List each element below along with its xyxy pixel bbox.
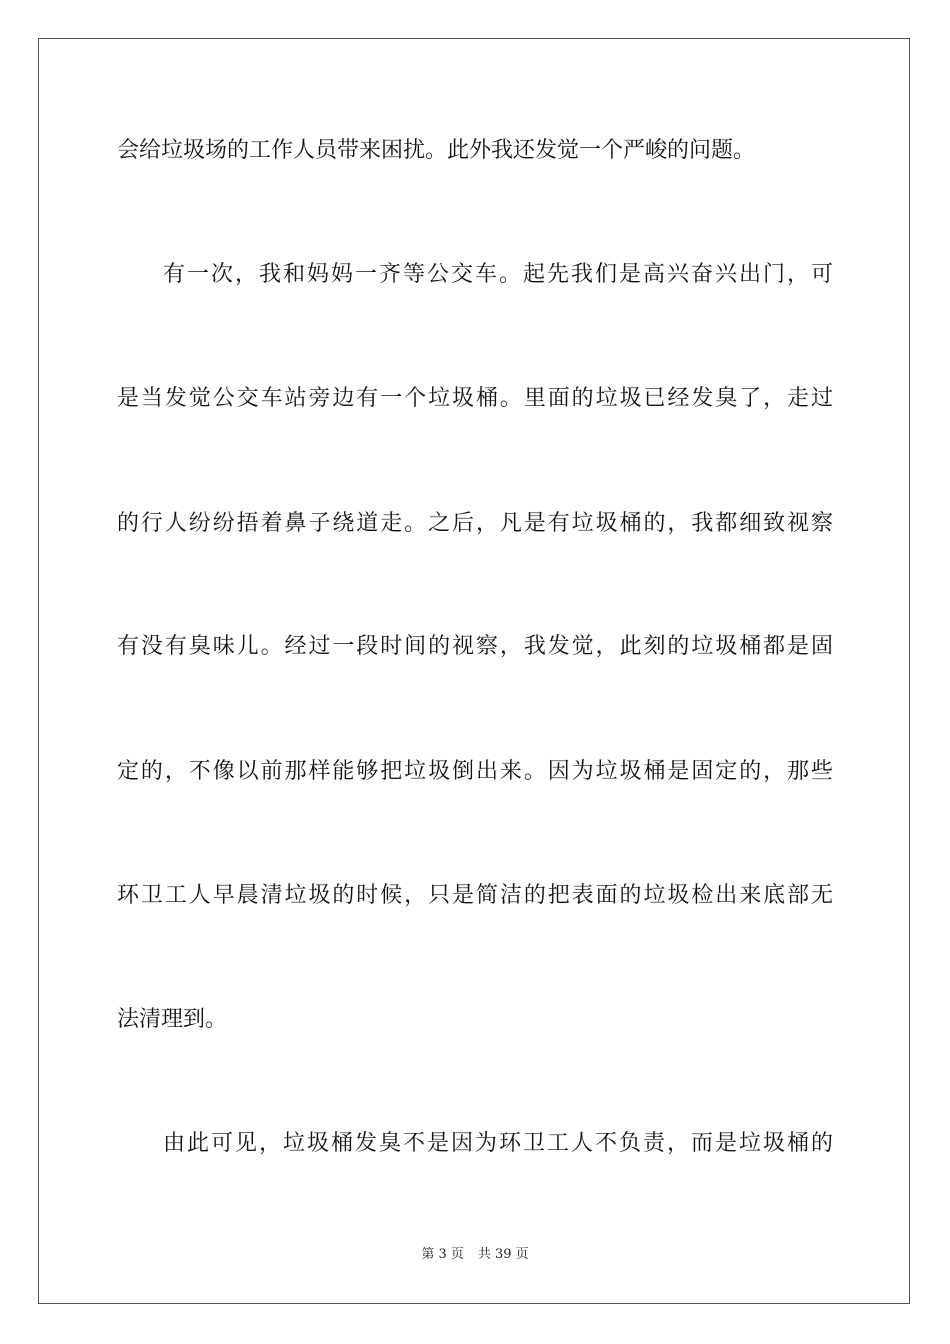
paragraph-line-5: 有没有臭味儿。经过一段时间的视察，我发觉，此刻的垃圾桶都是固	[117, 634, 833, 659]
page-total: 共 39 页	[477, 1247, 529, 1262]
paragraph-line-9: 由此可见，垃圾桶发臭不是因为环卫工人不负责，而是垃圾桶的	[163, 1131, 833, 1156]
page-number: 第 3 页	[421, 1247, 464, 1262]
paragraph-line-2: 有一次，我和妈妈一齐等公交车。起先我们是高兴奋兴出门，可	[163, 262, 833, 287]
paragraph-line-1: 会给垃圾场的工作人员带来困扰。此外我还发觉一个严峻的问题。	[117, 138, 756, 163]
page-footer	[0, 1246, 950, 1264]
page-border	[38, 38, 910, 1304]
paragraph-line-3: 是当发觉公交车站旁边有一个垃圾桶。里面的垃圾已经发臭了，走过	[117, 386, 833, 411]
paragraph-line-6: 定的，不像以前那样能够把垃圾倒出来。因为垃圾桶是固定的，那些	[117, 759, 833, 784]
paragraph-line-7: 环卫工人早晨清垃圾的时候，只是简洁的把表面的垃圾检出来底部无	[117, 883, 833, 908]
paragraph-line-4: 的行人纷纷捂着鼻子绕道走。之后，凡是有垃圾桶的，我都细致视察	[117, 511, 833, 536]
paragraph-line-8: 法清理到。	[117, 1007, 228, 1032]
